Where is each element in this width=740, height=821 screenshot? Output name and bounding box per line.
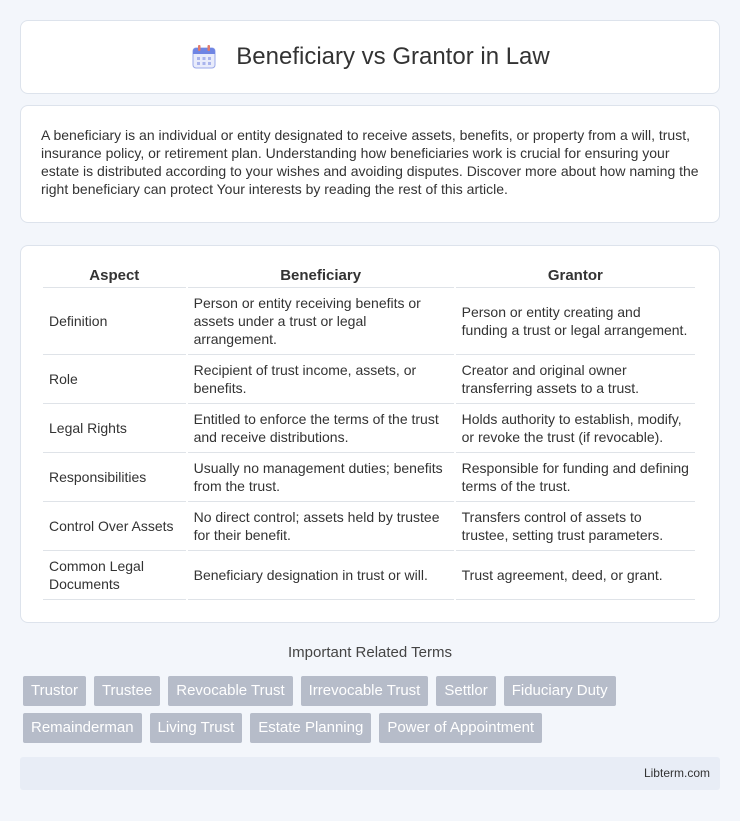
table-row [43, 404, 695, 453]
grantor-cell: Creator and original owner transferring assets to a trust. [456, 355, 695, 404]
tag-estate-planning[interactable]: Estate Planning [250, 713, 371, 743]
beneficiary-cell: Beneficiary designation in trust or will. [188, 551, 454, 600]
column-header-aspect: Aspect [43, 266, 186, 288]
grantor-cell: Trust agreement, deed, or grant. [456, 551, 695, 600]
header-card [20, 20, 720, 94]
beneficiary-cell: Usually no management duties; benefits from the trust. [188, 453, 454, 502]
beneficiary-cell: Entitled to enforce the terms of the trust and receive distributions. [188, 404, 454, 453]
footer [20, 757, 720, 790]
table-row [43, 551, 695, 600]
aspect-cell: Role [43, 355, 186, 404]
beneficiary-cell: No direct control; assets held by trustee for their benefit. [188, 502, 454, 551]
related-terms-title: Important Related Terms [288, 644, 452, 661]
beneficiary-cell: Recipient of trust income, assets, or benefits. [188, 355, 454, 404]
tag-power-of-appointment[interactable]: Power of Appointment [379, 713, 542, 743]
intro-paragraph: A beneficiary is an individual or entity designated to receive assets, benefits, or property from a will, trust, insurance policy, or retirement plan. Understanding how beneficiaries work is crucial for ensuring your estate is distributed according to your wishes and avoiding disputes. Discover more about how naming the right beneficiary can protect Your interests by reading the rest of this article. [41, 127, 699, 197]
column-header-beneficiary: Beneficiary [188, 266, 454, 288]
aspect-cell: Legal Rights [43, 404, 186, 453]
related-terms-tags [23, 676, 723, 743]
page-title: Beneficiary vs Grantor in Law [236, 43, 550, 70]
calendar-icon [190, 43, 218, 71]
intro-card [20, 105, 720, 223]
table-row [43, 502, 695, 551]
aspect-cell: Responsibilities [43, 453, 186, 502]
grantor-cell: Holds authority to establish, modify, or revoke the trust (if revocable). [456, 404, 695, 453]
tag-trustee[interactable]: Trustee [94, 676, 160, 706]
grantor-cell: Transfers control of assets to trustee, setting trust parameters. [456, 502, 695, 551]
aspect-cell: Common Legal Documents [43, 551, 186, 600]
column-header-grantor: Grantor [456, 266, 695, 288]
table-row [43, 355, 695, 404]
beneficiary-cell: Person or entity receiving benefits or assets under a trust or legal arrangement. [188, 288, 454, 355]
grantor-cell: Responsible for funding and defining terms of the trust. [456, 453, 695, 502]
tag-irrevocable-trust[interactable]: Irrevocable Trust [301, 676, 429, 706]
tag-revocable-trust[interactable]: Revocable Trust [168, 676, 292, 706]
footer-site-link[interactable]: Libterm.com [643, 766, 710, 780]
table-row [43, 453, 695, 502]
comparison-table [41, 266, 697, 600]
tag-fiduciary-duty[interactable]: Fiduciary Duty [504, 676, 616, 706]
comparison-table-card [20, 245, 720, 623]
tag-settlor[interactable]: Settlor [436, 676, 495, 706]
tag-trustor[interactable]: Trustor [23, 676, 86, 706]
aspect-cell: Definition [43, 288, 186, 355]
tag-remainderman[interactable]: Remainderman [23, 713, 142, 743]
aspect-cell: Control Over Assets [43, 502, 186, 551]
table-header-row [43, 266, 695, 288]
grantor-cell: Person or entity creating and funding a trust or legal arrangement. [456, 288, 695, 355]
tag-living-trust[interactable]: Living Trust [150, 713, 243, 743]
table-row [43, 288, 695, 355]
